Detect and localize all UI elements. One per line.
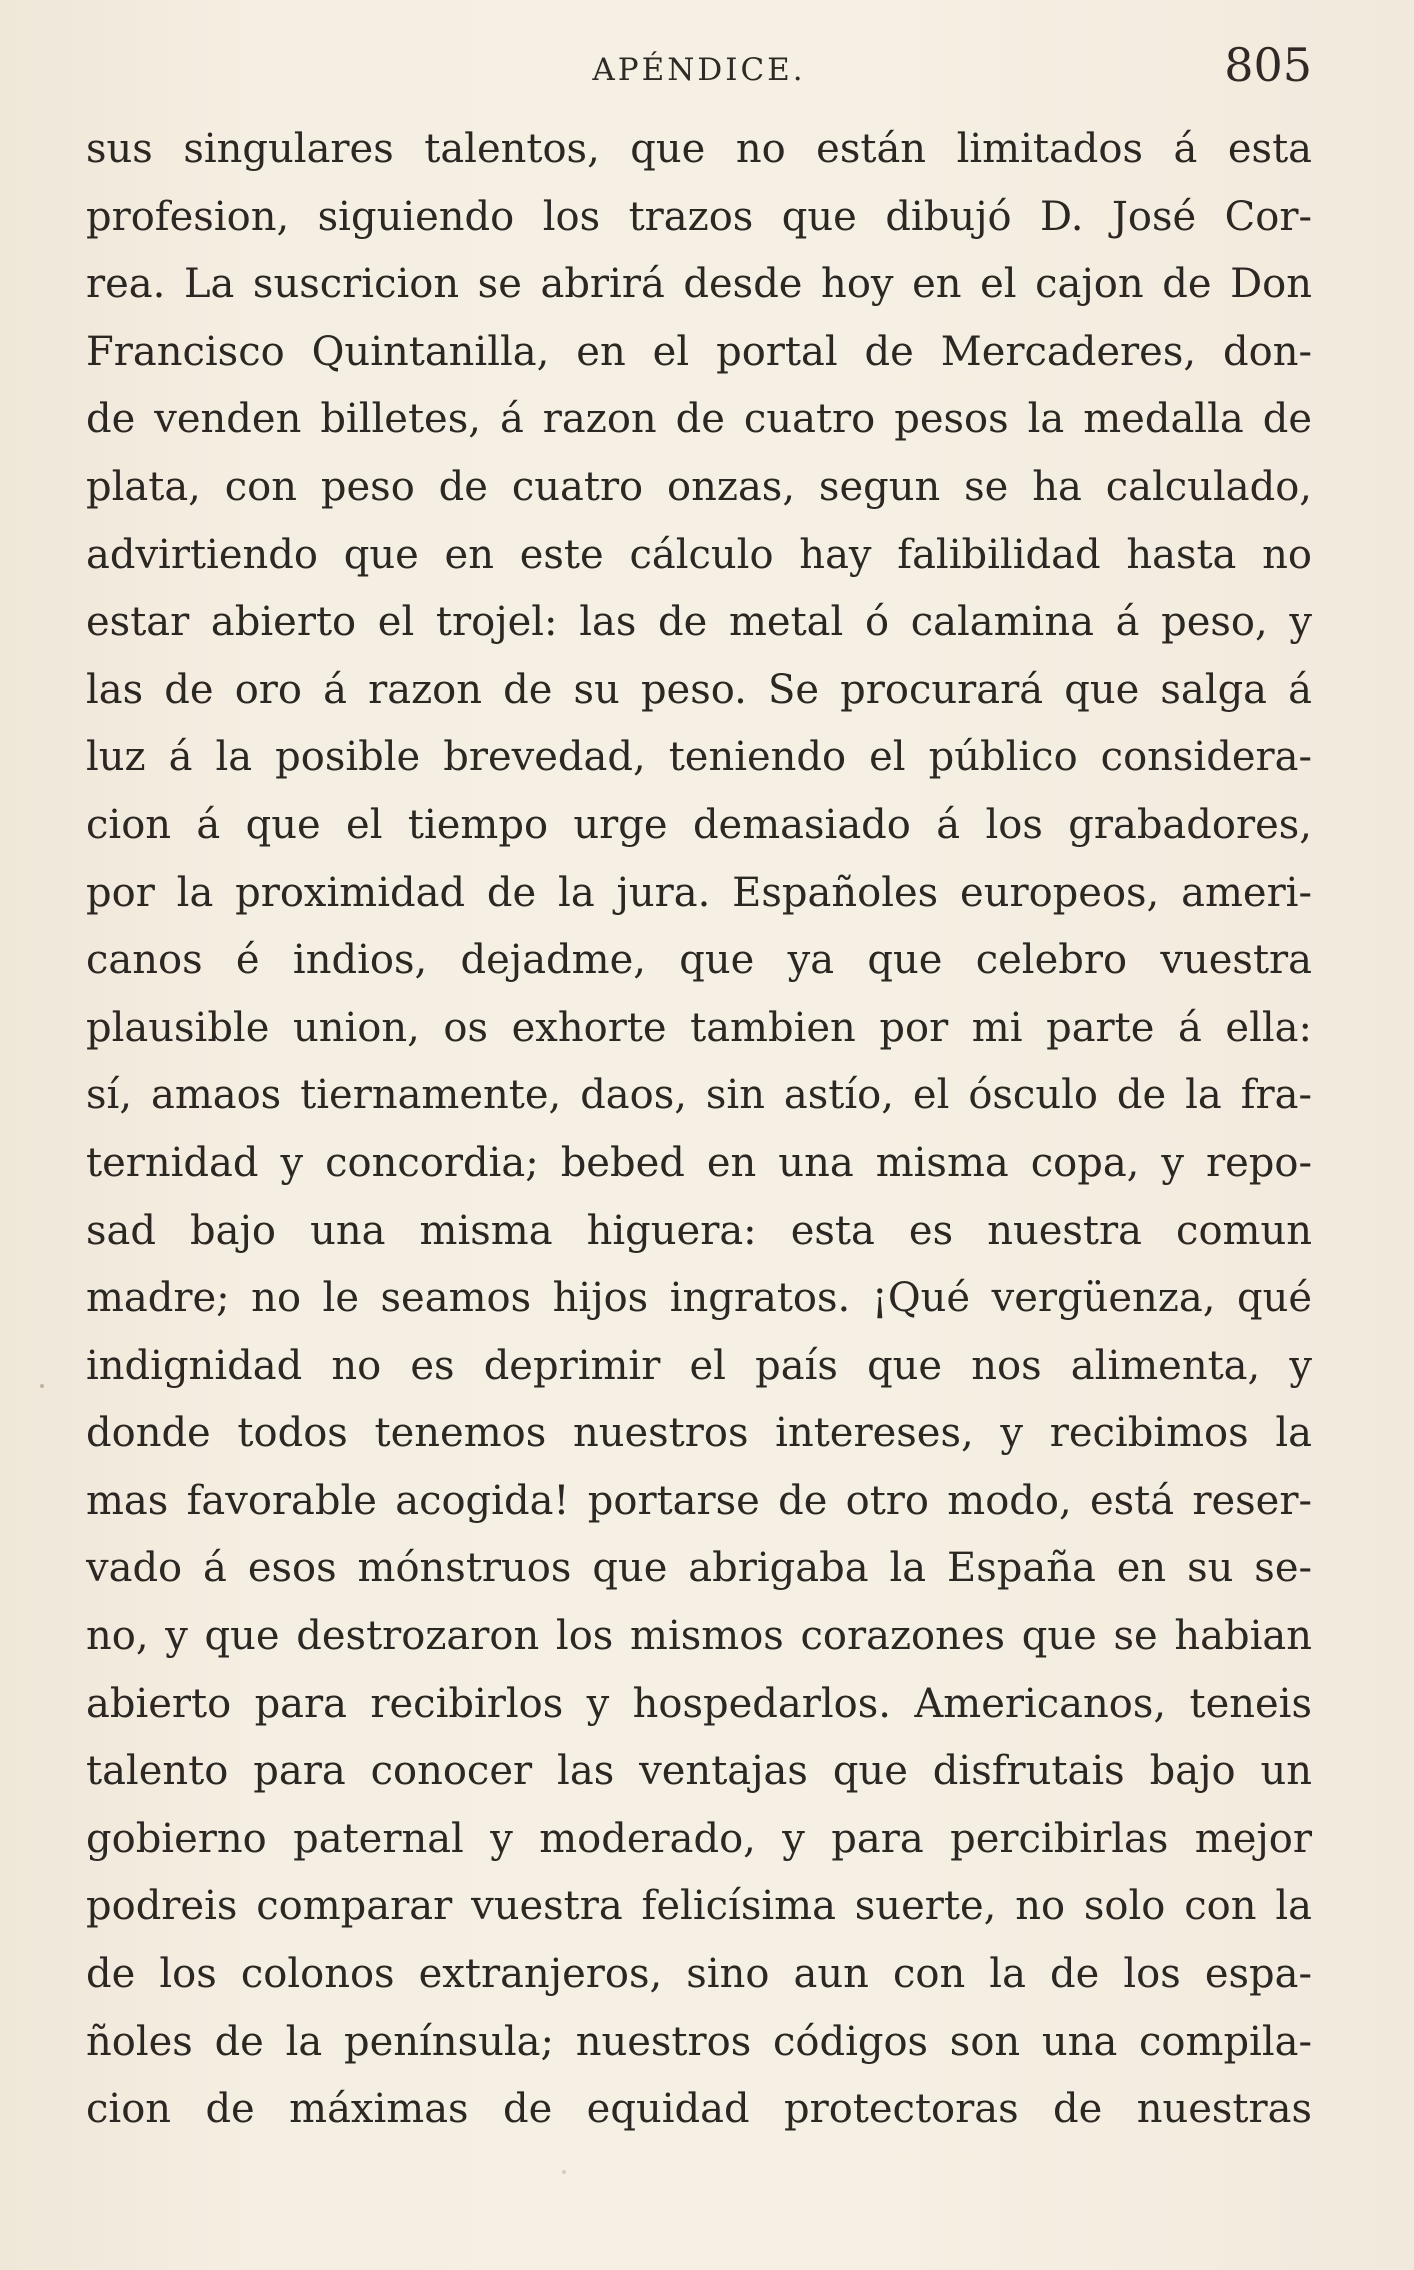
text-line: plata, con peso de cuatro onzas, segun se ha calculado,	[86, 463, 1312, 510]
text-line: canos é indios, dejadme, que ya que celebro vuestra	[86, 937, 1312, 984]
running-head: APÉNDICE.	[592, 52, 806, 88]
page-header	[86, 38, 1312, 98]
text-line: vado á esos mónstruos que abrigaba la España en su se-	[86, 1545, 1312, 1592]
text-line: rea. La suscricion se abrirá desde hoy en el cajon de Don	[86, 261, 1312, 308]
text-line: de venden billetes, á razon de cuatro pesos la medalla de	[86, 396, 1312, 443]
text-line: cion á que el tiempo urge demasiado á los grabadores,	[86, 801, 1312, 848]
text-line: mas favorable acogida! portarse de otro modo, está reser-	[86, 1477, 1312, 1524]
text-line: estar abierto el trojel: las de metal ó calamina á peso, y	[86, 599, 1312, 646]
text-line: abierto para recibirlos y hospedarlos. Americanos, teneis	[86, 1680, 1312, 1727]
text-line: madre; no le seamos hijos ingratos. ¡Qué vergüenza, qué	[86, 1275, 1312, 1322]
text-line: ñoles de la península; nuestros códigos son una compila-	[86, 2018, 1312, 2065]
text-line: advirtiendo que en este cálculo hay falibilidad hasta no	[86, 531, 1312, 578]
text-line: ternidad y concordia; bebed en una misma copa, y repo-	[86, 1139, 1312, 1186]
text-line: de los colonos extranjeros, sino aun con la de los espa-	[86, 1951, 1312, 1998]
page-number: 805	[1224, 38, 1312, 92]
text-line: talento para conocer las ventajas que disfrutais bajo un	[86, 1748, 1312, 1795]
text-line: gobierno paternal y moderado, y para percibirlas mejor	[86, 1815, 1312, 1862]
paper-speck	[562, 2170, 566, 2174]
text-line: podreis comparar vuestra felicísima suerte, no solo con la	[86, 1883, 1312, 1930]
text-line: indignidad no es deprimir el país que nos alimenta, y	[86, 1342, 1312, 1389]
text-line: sad bajo una misma higuera: esta es nuestra comun	[86, 1207, 1312, 1254]
text-line: plausible union, os exhorte tambien por mi parte á ella:	[86, 1004, 1312, 1051]
paper-speck	[40, 1384, 44, 1388]
text-line: sí, amaos tiernamente, daos, sin astío, el ósculo de la fra-	[86, 1072, 1312, 1119]
text-line: luz á la posible brevedad, teniendo el público considera-	[86, 734, 1312, 781]
text-line: profesion, siguiendo los trazos que dibujó D. José Cor-	[86, 193, 1312, 240]
text-line: por la proximidad de la jura. Españoles europeos, ameri-	[86, 869, 1312, 916]
text-line: las de oro á razon de su peso. Se procurará que salga á	[86, 666, 1312, 713]
text-line: no, y que destrozaron los mismos corazones que se habian	[86, 1613, 1312, 1660]
text-line: Francisco Quintanilla, en el portal de Mercaderes, don-	[86, 328, 1312, 375]
text-line: sus singulares talentos, que no están limitados á esta	[86, 126, 1312, 172]
body-text	[86, 116, 1312, 2144]
text-line: cion de máximas de equidad protectoras de nuestras	[86, 2086, 1312, 2133]
text-line: donde todos tenemos nuestros intereses, y recibimos la	[86, 1410, 1312, 1457]
